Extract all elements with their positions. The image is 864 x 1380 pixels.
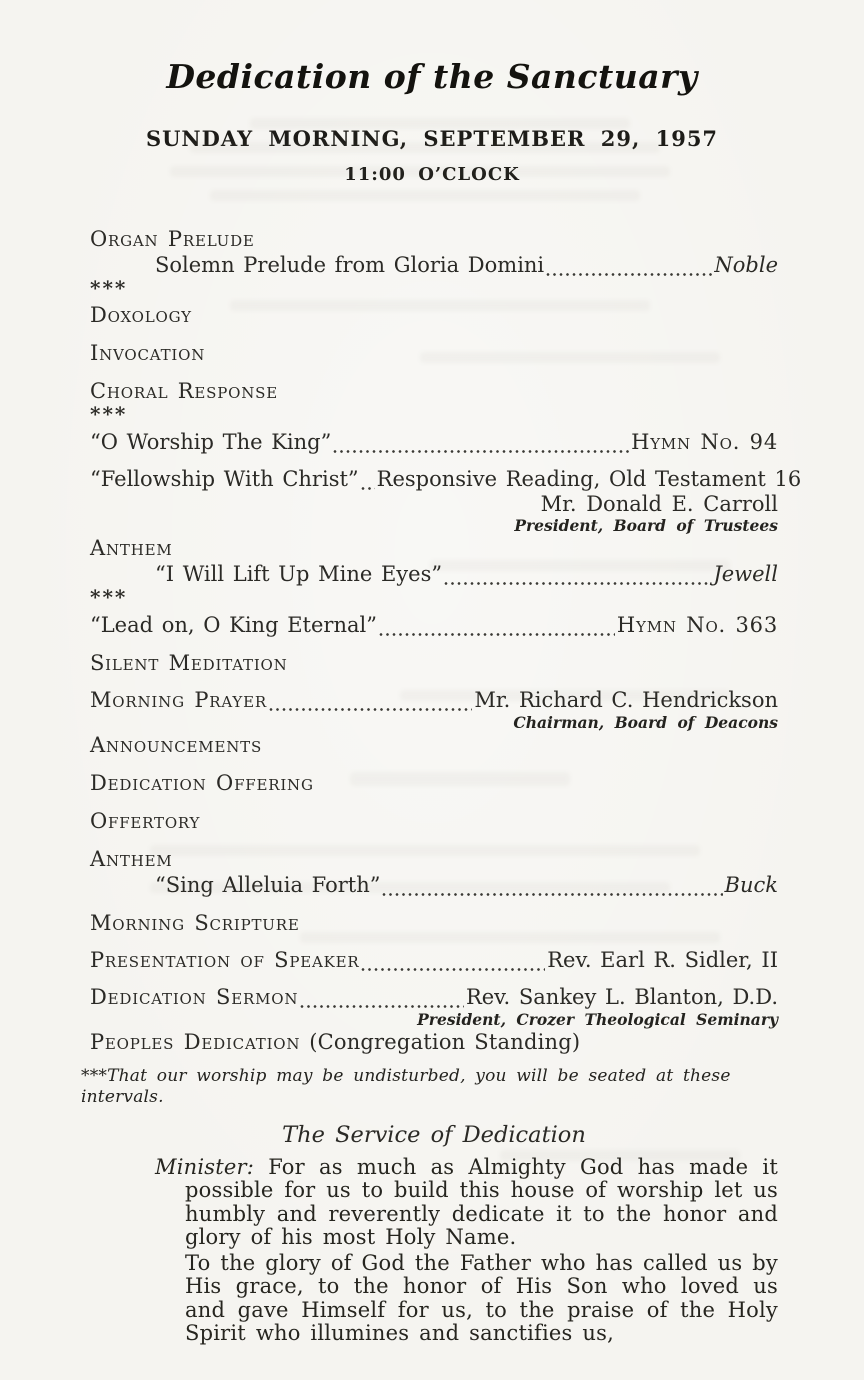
program-heading <box>90 303 778 328</box>
footnote-stars: *** <box>81 1065 108 1086</box>
stars-separator: *** <box>90 275 128 300</box>
program-item-detail: Buck <box>724 872 778 897</box>
leader-dots <box>300 1003 464 1010</box>
credit-role-line: President, Board of Trustees <box>514 515 778 535</box>
program-heading-text: Anthem <box>90 535 173 560</box>
leader-dots <box>444 580 711 587</box>
program-item-detail: Rev. Earl R. Sidler, II <box>547 947 778 972</box>
program-item <box>90 948 778 973</box>
program-heading-text: Organ Prelude <box>90 226 255 251</box>
program-heading-text: Peoples Dedication <box>90 1029 301 1054</box>
program-item-title: Morning Prayer <box>90 687 267 712</box>
program-list <box>90 226 802 1055</box>
program-item-detail: Responsive Reading, Old Testament 16 <box>376 466 802 491</box>
credit-role-line: President, Crozer Theological Seminary <box>417 1009 778 1029</box>
content <box>0 227 864 1346</box>
program-heading-text: Doxology <box>90 302 192 327</box>
program-heading <box>90 847 778 872</box>
leader-dots <box>333 448 629 455</box>
program-item-title: Dedication Sermon <box>90 984 299 1009</box>
program-heading <box>90 1030 778 1055</box>
page-title: Dedication of the Sanctuary <box>166 57 698 96</box>
program-item <box>90 985 778 1010</box>
dedication-paragraph: Minister: For as much as Almighty God has made it possible for us to build this house of worship let us humbly and reverently dedicate it to the honor and glory of his most Holy Name. <box>155 1154 778 1250</box>
program-heading-text: Silent Meditation <box>90 650 288 675</box>
program-item <box>90 873 778 898</box>
program-heading <box>90 809 778 834</box>
program-heading <box>90 911 778 936</box>
program-item <box>90 688 778 713</box>
dedication-paragraphs <box>155 1154 778 1346</box>
program-item-detail: Hymn No. 94 <box>631 429 778 454</box>
program-item-detail: Mr. Richard C. Hendrickson <box>474 687 778 712</box>
program-heading-text: Morning Scripture <box>90 910 300 935</box>
seating-footnote <box>81 1066 778 1108</box>
program-heading <box>90 651 778 676</box>
program-item-title: “O Worship The King” <box>90 429 332 454</box>
leader-dots <box>269 706 472 713</box>
program-item-detail: Jewell <box>713 561 778 586</box>
footnote-text: That our worship may be undisturbed, you will be seated at these intervals. <box>81 1065 731 1107</box>
program-item-title: “Fellowship With Christ” <box>90 466 359 491</box>
leader-dots <box>361 966 545 973</box>
service-of-dedication-heading: The Service of Dedication <box>282 1121 586 1148</box>
program-item <box>90 253 778 278</box>
program-heading <box>90 379 778 404</box>
credit-name-line: Mr. Donald E. Carroll <box>540 491 778 516</box>
program-heading-text: Dedication Offering <box>90 770 314 795</box>
program-item <box>90 562 778 587</box>
program-heading <box>90 227 778 252</box>
leader-dots <box>361 485 375 492</box>
leader-dots <box>382 891 722 898</box>
program-item <box>90 613 778 638</box>
bleed-through-mark <box>210 190 640 201</box>
leader-dots <box>546 271 712 278</box>
program-heading <box>90 771 778 796</box>
program-heading-text: Choral Response <box>90 378 278 403</box>
program-item-detail: Noble <box>714 252 778 277</box>
service-date: SUNDAY MORNING, SEPTEMBER 29, 1957 <box>145 125 719 151</box>
program-item-title: Presentation of Speaker <box>90 947 360 972</box>
header <box>0 0 864 185</box>
program-item <box>90 466 802 492</box>
credit-role-line: Chairman, Board of Deacons <box>513 712 778 732</box>
program-item-title: Solemn Prelude from Gloria Domini <box>155 252 545 277</box>
program-item-title: “I Will Lift Up Mine Eyes” <box>155 561 443 586</box>
service-time: 11:00 O’CLOCK <box>344 163 520 185</box>
program-item-title: “Lead on, O King Eternal” <box>90 612 377 637</box>
stars-separator: *** <box>90 584 128 609</box>
program-heading <box>90 536 778 561</box>
program-heading <box>90 341 778 366</box>
leader-dots <box>379 631 615 638</box>
stars-separator: *** <box>90 401 128 426</box>
dedication-paragraph: To the glory of God the Father who has called us by His grace, to the honor of His Son who loved us and gave Himself for us, to the praise of the Holy Spirit who illumines and sanctifies us, <box>185 1250 778 1346</box>
program-heading-text: Invocation <box>90 340 206 365</box>
program-heading-text: Announcements <box>90 732 263 757</box>
program-heading-suffix: (Congregation Standing) <box>300 1029 581 1054</box>
program-heading-text: Offertory <box>90 808 201 833</box>
minister-label: Minister: <box>155 1154 269 1179</box>
program-item-detail: Hymn No. 363 <box>616 612 778 637</box>
program-item <box>90 430 778 455</box>
program-heading <box>90 733 778 758</box>
program-item-title: “Sing Alleluia Forth” <box>155 872 381 897</box>
program-heading-text: Anthem <box>90 846 173 871</box>
program-item-detail: Rev. Sankey L. Blanton, D.D. <box>465 984 778 1009</box>
